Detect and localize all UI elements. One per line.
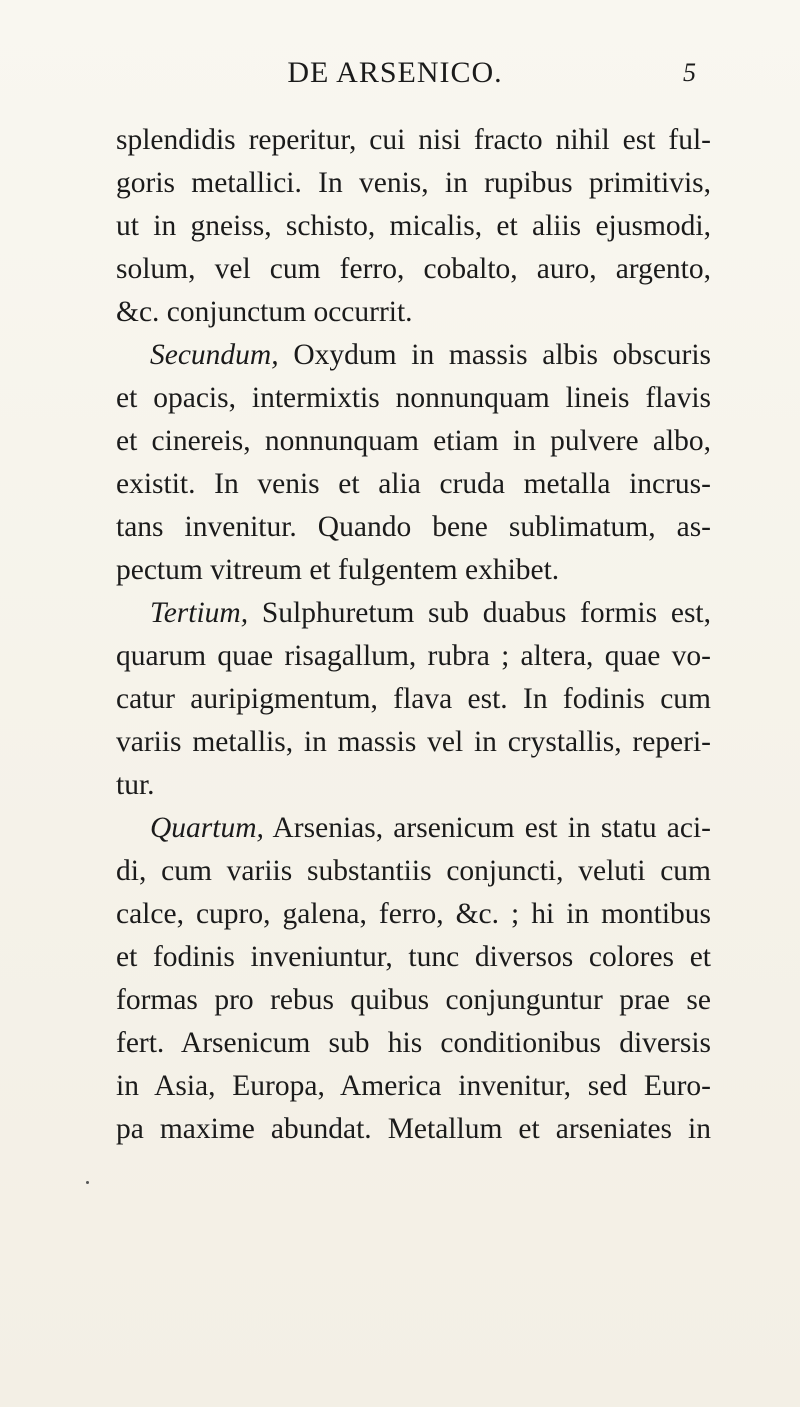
text-line: solum, vel cum ferro, cobalto, auro, argento, [116,253,711,285]
text-line: calce, cupro, galena, ferro, &c. ; hi in montibus [116,898,711,930]
text-line: pa maxime abundat. Metallum et arseniates in [116,1113,711,1145]
text-line: &c. conjunctum occurrit. [116,296,413,328]
text-line: variis metallis, in massis vel in crystallis, reperi- [116,726,711,758]
paragraph-start: Quartum, Arsenias, arsenicum est in statu aci- [150,812,711,844]
paragraph-start: Secundum, Oxydum in massis albis obscuris [150,339,711,371]
text-line: existit. In venis et alia cruda metalla incrus- [116,468,711,500]
text-line: goris metallici. In venis, in rupibus primitivis, [116,167,711,199]
paragraph-start: Tertium, Sulphuretum sub duabus formis est, [150,597,711,629]
text-line: tans invenitur. Quando bene sublimatum, as- [116,511,711,543]
text-line: tur. [116,769,155,801]
text-line: splendidis reperitur, cui nisi fracto nihil est ful- [116,124,711,156]
text-line: et opacis, intermixtis nonnunquam lineis flavis [116,382,711,414]
ordinal-lead: Secundum, [150,339,279,371]
text-line: et cinereis, nonnunquam etiam in pulvere albo, [116,425,711,457]
text-line: formas pro rebus quibus conjunguntur prae se [116,984,711,1016]
text-line: et fodinis inveniuntur, tunc diversos colores et [116,941,711,973]
text-line: di, cum variis substantiis conjuncti, veluti cum [116,855,711,887]
text-line: quarum quae risagallum, rubra ; altera, quae vo- [116,640,711,672]
ordinal-lead: Quartum, [150,812,264,844]
text-line: pectum vitreum et fulgentem exhibet. [116,554,560,586]
running-title: DE ARSENICO. [287,56,503,89]
text-line: catur auripigmentum, flava est. In fodinis cum [116,683,711,715]
ordinal-lead: Tertium, [150,597,249,629]
text-line: in Asia, Europa, America invenitur, sed Euro- [116,1070,711,1102]
running-head [0,56,800,96]
ink-speck [86,1181,89,1184]
text-line: fert. Arsenicum sub his conditionibus diversis [116,1027,711,1059]
page-number: 5 [683,58,696,87]
text-line: ut in gneiss, schisto, micalis, et aliis ejusmodi, [116,210,711,242]
